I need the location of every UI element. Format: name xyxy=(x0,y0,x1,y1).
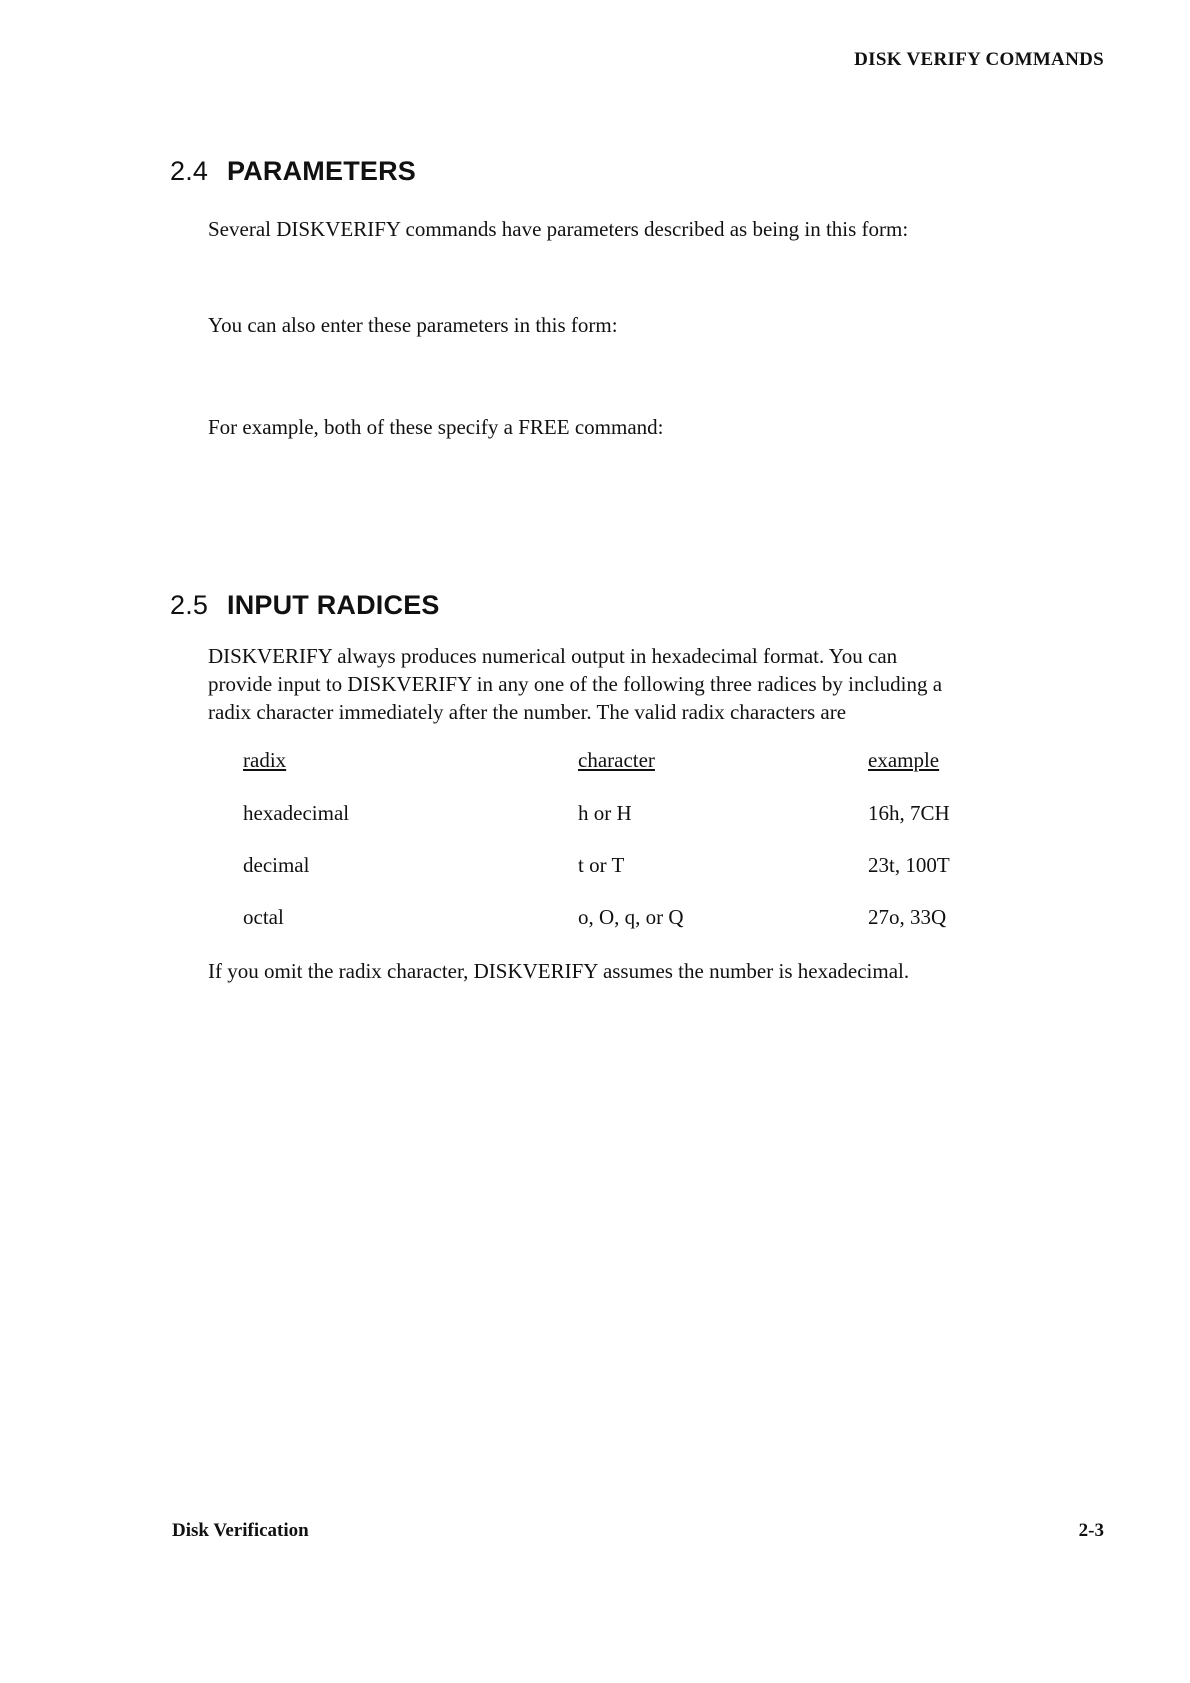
paragraph-free-example: For example, both of these specify a FREE command: xyxy=(208,415,664,439)
text-line: provide input to DISKVERIFY in any one of the following three radices by including a xyxy=(208,672,943,696)
paragraph-parameter-form: Several DISKVERIFY commands have parameters described as being in this form: xyxy=(208,217,909,241)
section-heading-parameters xyxy=(170,156,416,187)
paragraph-radix-intro xyxy=(208,642,1068,726)
cell-character: h or H xyxy=(578,801,632,825)
cell-example: 16h, 7CH xyxy=(868,801,950,825)
section-heading-input-radices xyxy=(170,590,440,621)
cell-radix: hexadecimal xyxy=(243,801,350,825)
section-title: INPUT RADICES xyxy=(227,590,440,620)
cell-example: 23t, 100T xyxy=(868,853,950,877)
footer-document-title: Disk Verification xyxy=(172,1520,309,1541)
column-header-character: character xyxy=(578,748,655,772)
cell-radix: decimal xyxy=(243,853,310,877)
running-header: DISK VERIFY COMMANDS xyxy=(854,49,1104,70)
column-header-radix: radix xyxy=(243,748,287,772)
section-title: PARAMETERS xyxy=(227,156,417,186)
paragraph-radix-default: If you omit the radix character, DISKVERIFY assumes the number is hexadecimal. xyxy=(208,959,910,983)
text-line: DISKVERIFY always produces numerical output in hexadecimal format. You can xyxy=(208,644,898,668)
cell-character: t or T xyxy=(578,853,625,877)
cell-character: o, O, q, or Q xyxy=(578,905,684,929)
paragraph-alternate-form: You can also enter these parameters in this form: xyxy=(208,313,618,337)
page-number: 2-3 xyxy=(1078,1520,1104,1541)
section-number: 2.4 xyxy=(170,156,209,186)
cell-radix: octal xyxy=(243,905,284,929)
section-number: 2.5 xyxy=(170,590,209,620)
column-header-example: example xyxy=(868,748,940,772)
text-line: radix character immediately after the number. The valid radix characters are xyxy=(208,700,847,724)
cell-example: 27o, 33Q xyxy=(868,905,947,929)
